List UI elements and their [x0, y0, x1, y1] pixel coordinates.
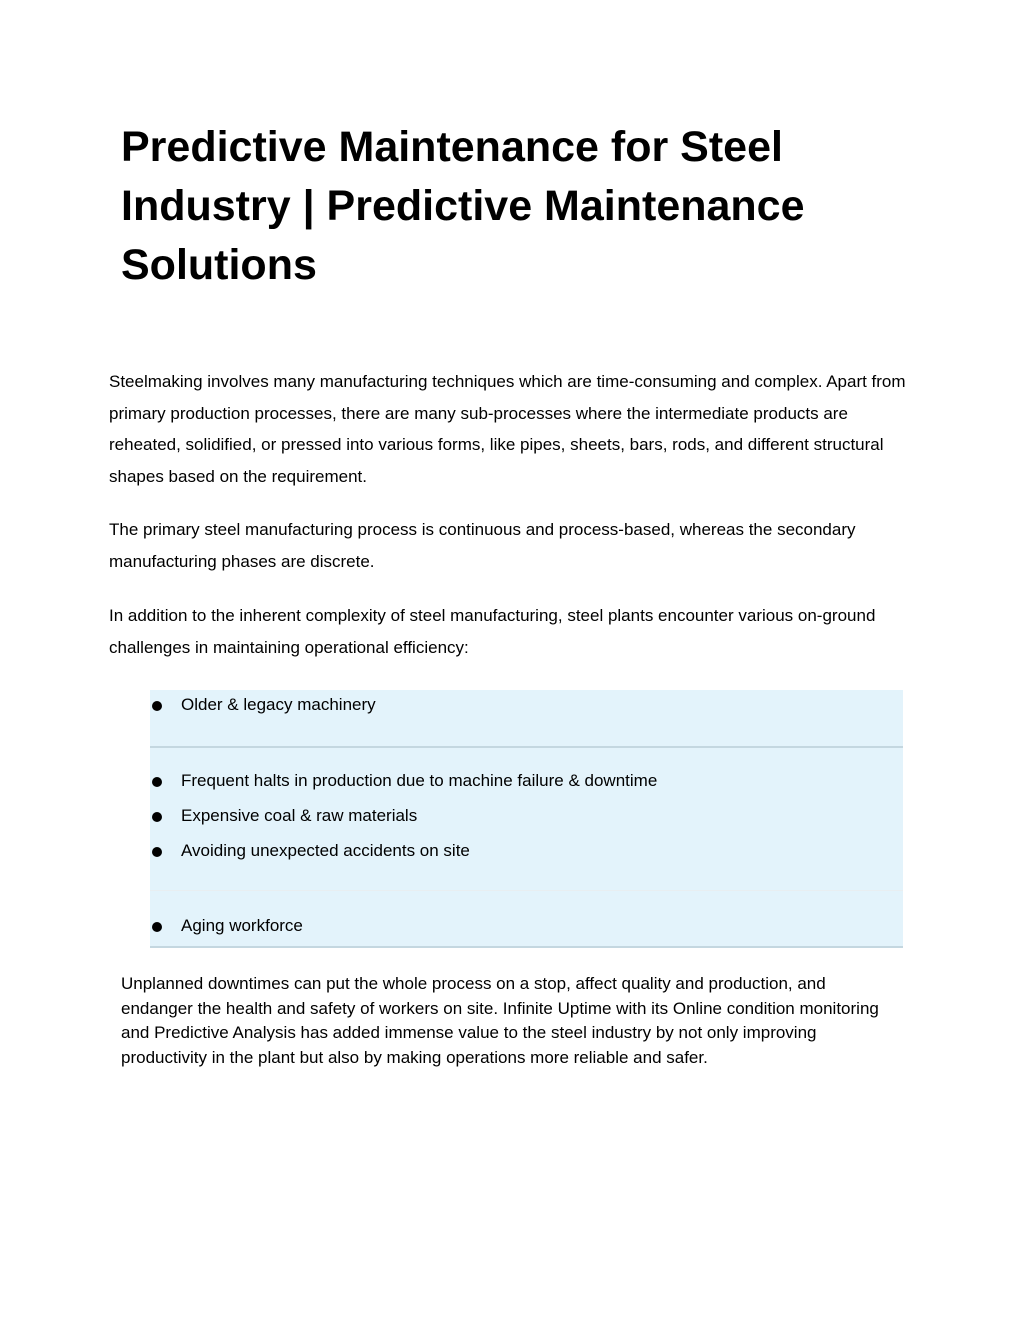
- list-item-text: Expensive coal & raw materials: [181, 806, 418, 825]
- list-item-text: Aging workforce: [181, 916, 303, 935]
- list-item: [150, 769, 903, 793]
- bullet-icon: [152, 922, 162, 932]
- list-item: [150, 914, 903, 938]
- intro-paragraph: Steelmaking involves many manufacturing techniques which are time-consuming and complex. Apart from primary production processes, there are many sub-processes where the intermediate products are reheated, solidified, or pressed into various forms, like pipes, sheets, bars, rods, and different structural shapes based on the requirement.: [109, 372, 906, 486]
- list-item-text: Frequent halts in production due to machine failure & downtime: [181, 771, 658, 790]
- list-item: [150, 804, 903, 828]
- page-title: Predictive Maintenance for Steel Industry | Predictive Maintenance Solutions: [121, 123, 805, 289]
- closing-paragraph: Unplanned downtimes can put the whole process on a stop, affect quality and production, and endanger the health and safety of workers on site. Infinite Uptime with its Online condition monitoring and Predictive Analysis has added immense value to the steel industry by not only improving productivity in the plant but also by making operations more reliable and safer.: [121, 974, 879, 1067]
- bullet-icon: [152, 847, 162, 857]
- list-item-text: Avoiding unexpected accidents on site: [181, 841, 470, 860]
- challenges-list-section-3: [150, 891, 903, 948]
- process-paragraph: The primary steel manufacturing process is continuous and process-based, whereas the secondary manufacturing phases are discrete.: [109, 520, 856, 571]
- list-item: [150, 839, 903, 863]
- list-item: [150, 693, 903, 717]
- list-item-text: Older & legacy machinery: [181, 695, 376, 714]
- challenges-list-section-1: [150, 690, 903, 748]
- bullet-icon: [152, 701, 162, 711]
- bullet-icon: [152, 812, 162, 822]
- bullet-icon: [152, 777, 162, 787]
- challenges-intro-paragraph: In addition to the inherent complexity of steel manufacturing, steel plants encounter various on-ground challenges in maintaining operational efficiency:: [109, 606, 876, 657]
- challenges-list-section-2: [150, 748, 903, 891]
